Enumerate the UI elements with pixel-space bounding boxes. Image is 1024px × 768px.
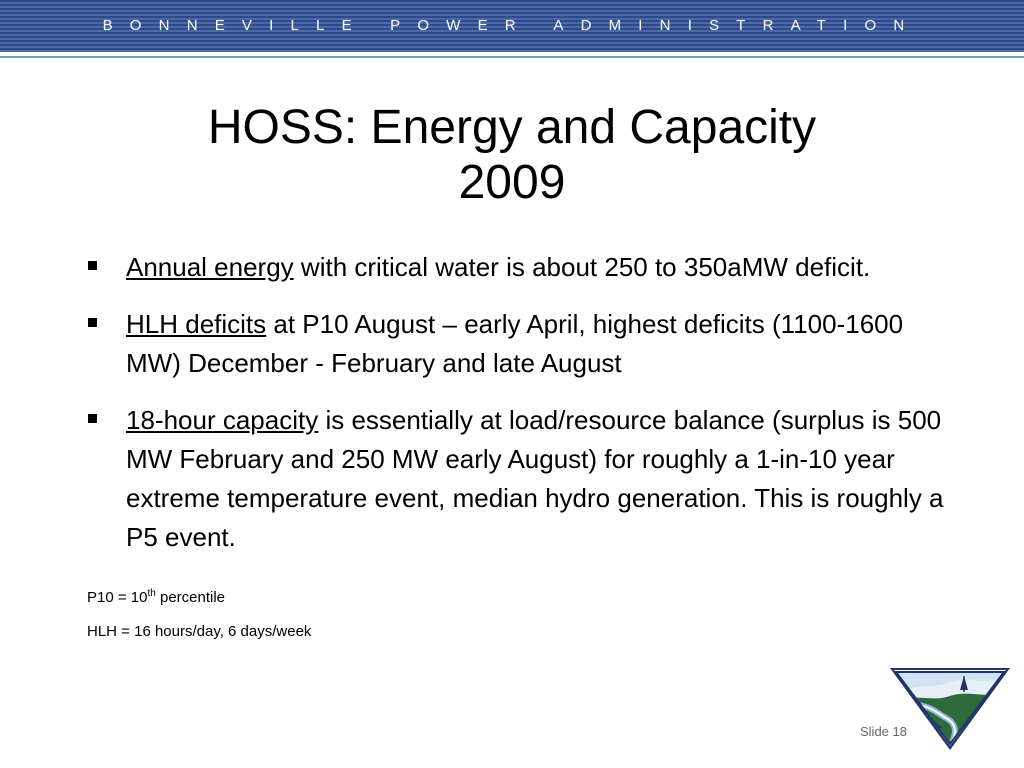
- bullet-marker: [88, 261, 97, 270]
- title-line-2: 2009: [458, 156, 566, 209]
- note-hlh: HLH = 16 hours/day, 6 days/week: [87, 623, 312, 640]
- bullet-annual-energy: [88, 248, 948, 287]
- bullet-marker: [88, 318, 97, 327]
- bullet-text: is essentially at load/resource balance (surplus is 500 MW February and 250 MW early August) for roughly a 1-in-10 year extreme temperature event, median hydro generation. This is roughly a P5 event.: [126, 405, 944, 552]
- note-p10-suffix: percentile: [155, 589, 226, 606]
- note-p10-sup: th: [147, 588, 156, 599]
- bullet-marker: [88, 414, 97, 423]
- bullet-18-hour-capacity: [88, 401, 948, 557]
- bullet-list: [88, 248, 948, 573]
- bullet-term: 18-hour capacity: [126, 405, 319, 435]
- bullet-text: at P10 August – early April, highest deficits (1100-1600 MW) December - February and late August: [126, 309, 904, 378]
- title-line-1: HOSS: Energy and Capacity: [207, 101, 817, 154]
- bpa-logo: [888, 662, 1012, 752]
- bullet-term: Annual energy: [126, 252, 294, 282]
- note-p10: [87, 588, 225, 606]
- slide-number: Slide 18: [860, 724, 907, 739]
- header-org-name: BONNEVILLE POWER ADMINISTRATION: [102, 17, 922, 34]
- header-rule: [0, 56, 1024, 58]
- slide-title: [0, 100, 1024, 210]
- bullet-text: with critical water is about 250 to 350aMW deficit.: [293, 252, 871, 282]
- bullet-term: HLH deficits: [126, 309, 267, 339]
- bullet-hlh-deficits: [88, 305, 948, 383]
- note-p10-prefix: P10 = 10: [87, 589, 148, 606]
